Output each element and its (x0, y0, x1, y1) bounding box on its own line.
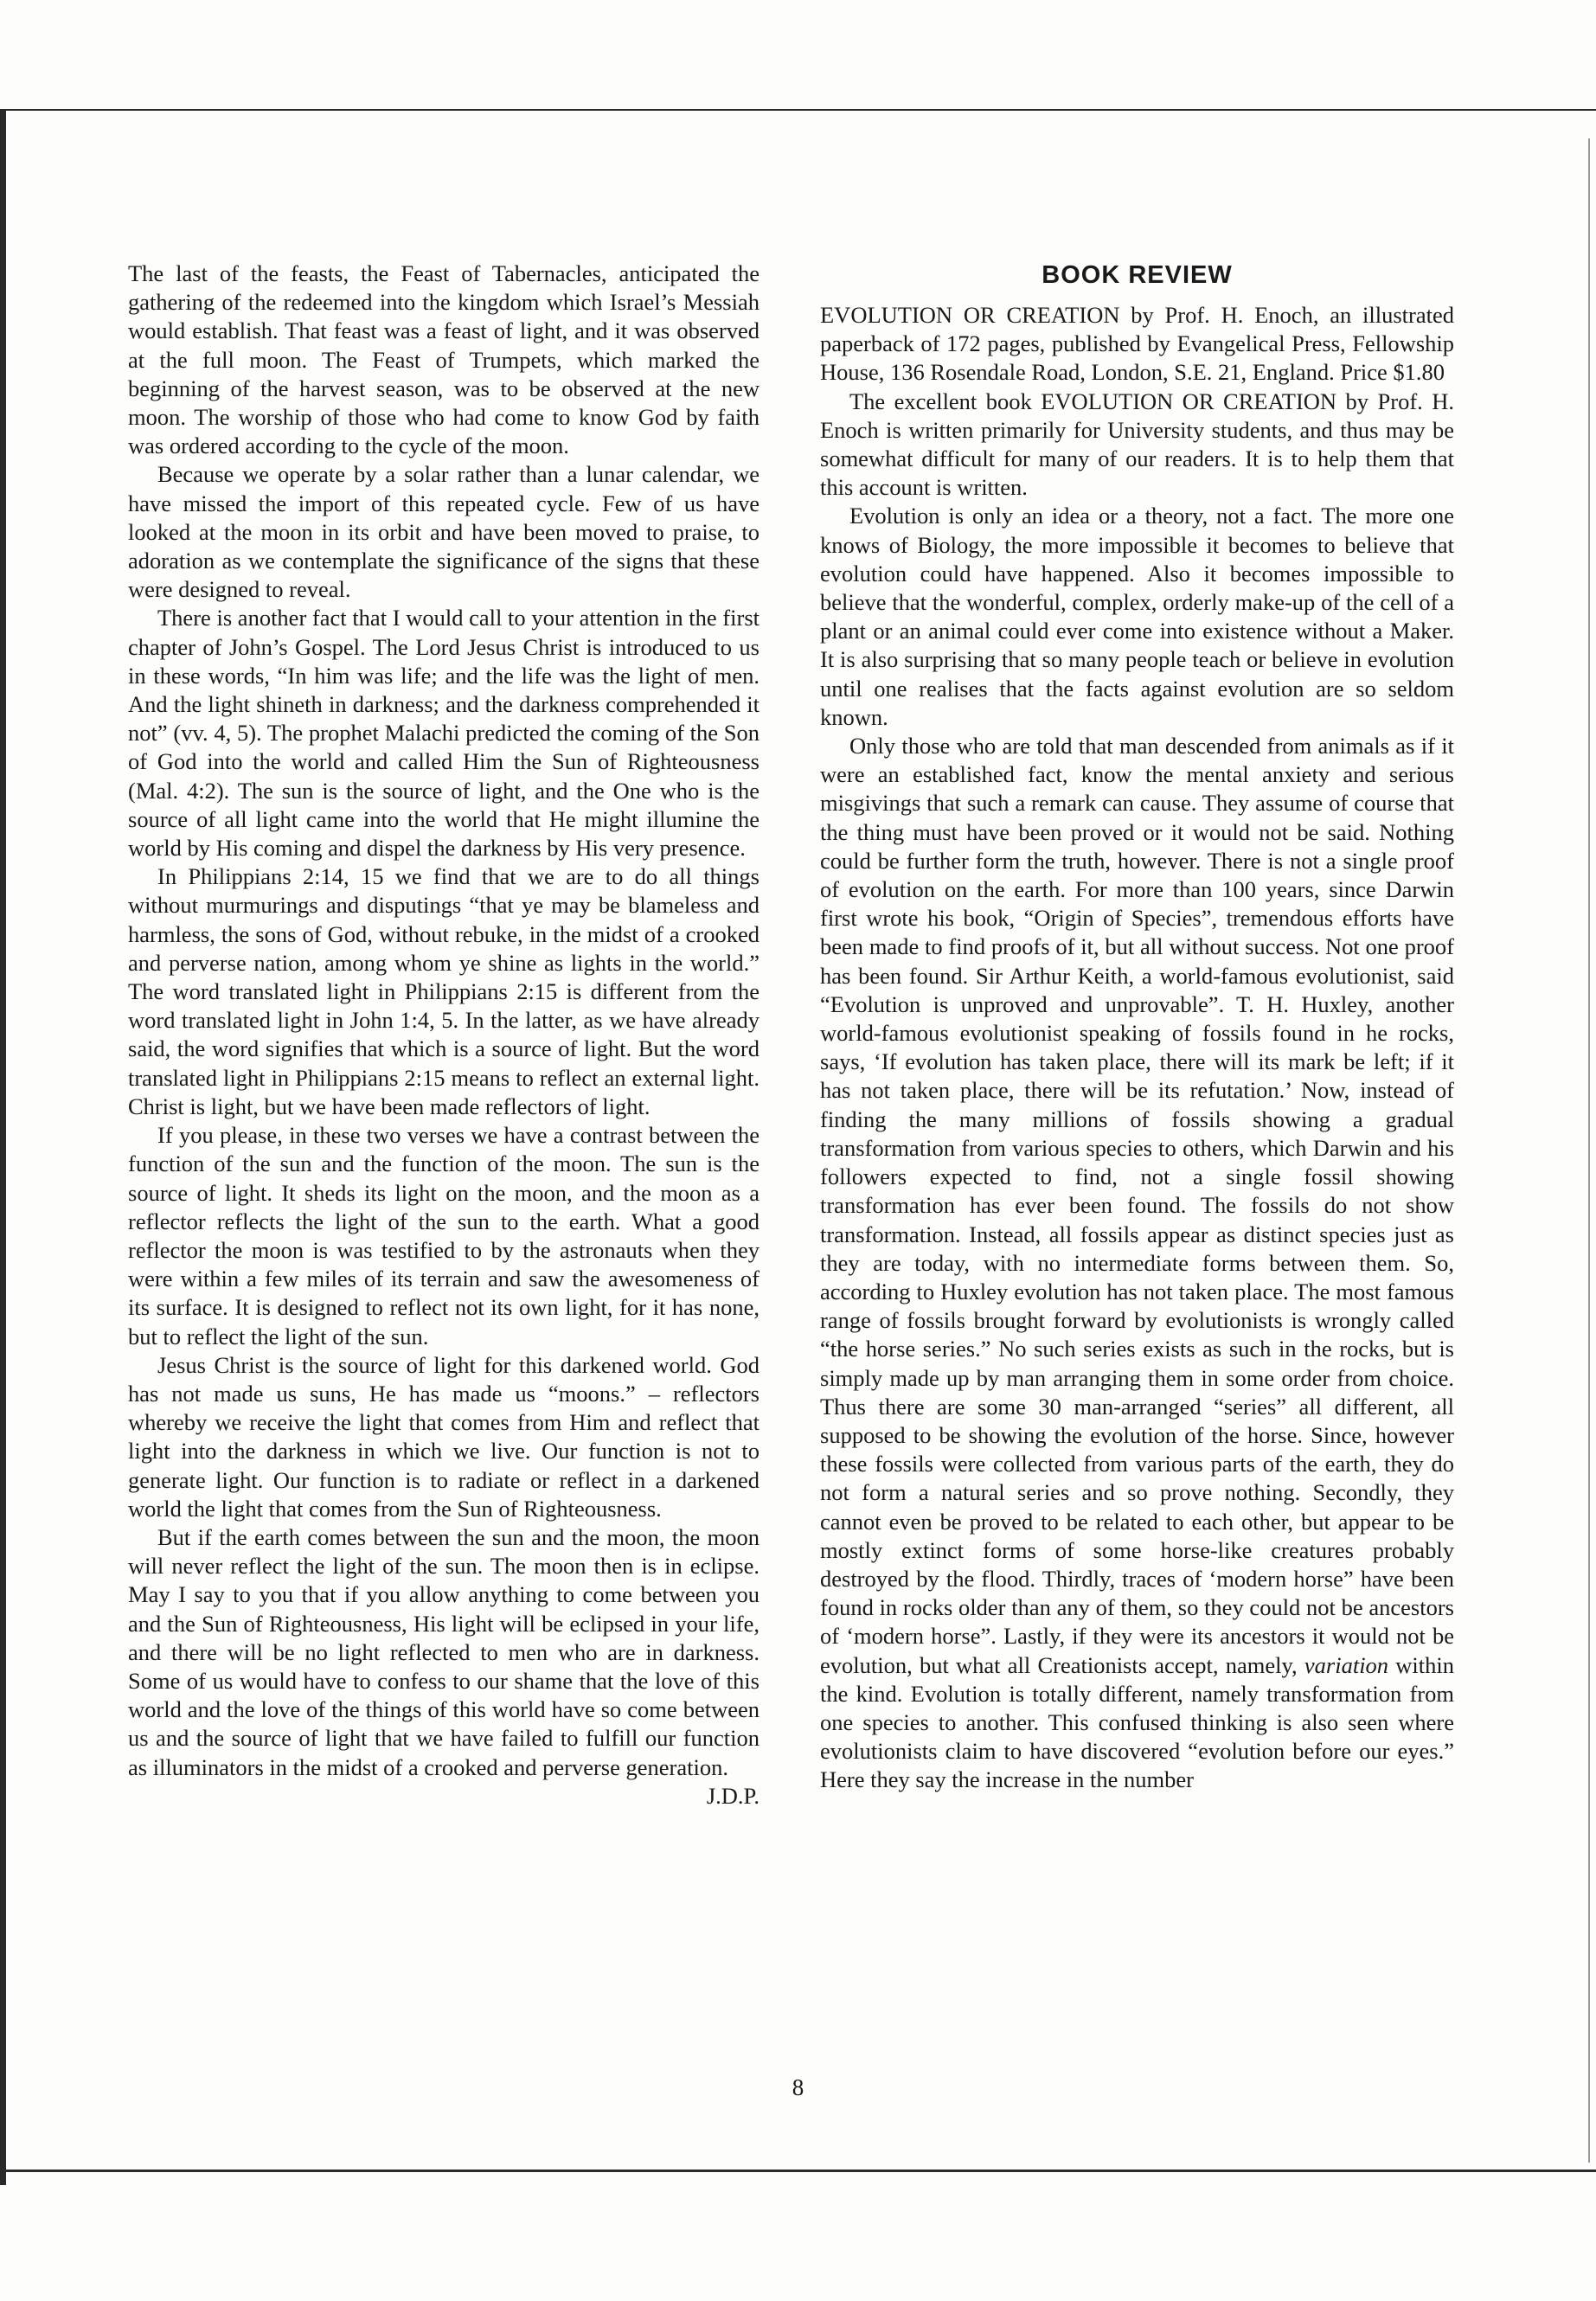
left-paragraph-4: In Philippians 2:14, 15 we find that we are to do all things without murmurings and disputings “that ye may be blameless and harmless, the sons of God, without rebuke, in the midst of a crooked and perverse nation, among whom ye shine as lights in the world.” The word translated light in Philippians 2:15 is different from the word translated light in John 1:4, 5. In the latter, as we have already said, the word signifies that which is a source of light. But the word translated light in Philippians 2:15 means to reflect an external light. Christ is light, but we have been made reflectors of light. (128, 863, 760, 1119)
scan-edge-left (0, 109, 6, 2185)
right-paragraph-2: Evolution is only an idea or a theory, not a fact. The more one knows of Biology, the more impossible it becomes to believe that evolution could have happened. Also it becomes impossible to believe that the wonderful, complex, orderly make-up of the cell of a plant or an animal could ever come into existence without a Maker. It is also surprising that so many people teach or believe in evolution until one realises that the facts against evolution are so seldom known. (820, 503, 1454, 730)
right-paragraph-1: The excellent book EVOLUTION OR CREATION by Prof. H. Enoch is written primarily for University students, and thus may be somewhat difficult for many of our readers. It is to help them that this account is written. (820, 388, 1454, 501)
left-paragraph-1: The last of the feasts, the Feast of Tabernacles, anticipated the gathering of the redeemed into the kingdom which Israel’s Messiah would establish. That feast was a feast of light, and it was observed at the full moon. The Feast of Trumpets, which marked the beginning of the harvest season, was to be observed at the new moon. The worship of those who had come to know God by faith was ordered according to the cycle of the moon. (128, 260, 760, 459)
scan-edge-right (1588, 138, 1590, 2163)
scan-edge-bottom (0, 2170, 1596, 2172)
right-paragraph-3 (820, 732, 1454, 1795)
right-column (820, 260, 1454, 1795)
left-paragraph-3: There is another fact that I would call to your attention in the first chapter of John’s Gospel. The Lord Jesus Christ is introduced to us in these words, “In him was life; and the life was the light of men. And the light shineth in darkness; and the darkness comprehended it not” (vv. 4, 5). The prophet Malachi predicted the coming of the Son of God into the world and called Him the Sun of Righteousness (Mal. 4:2). The sun is the source of light, and the One who is the source of all light came into the world that He might illumine the world by His coming and dispel the darkness by His very presence. (128, 605, 760, 862)
page-number: 8 (792, 2074, 804, 2100)
author-signature: J.D.P. (706, 1782, 760, 1809)
book-review-heading: BOOK REVIEW (1042, 261, 1233, 289)
left-paragraph-6: Jesus Christ is the source of light for this darkened world. God has not made us suns, He has made us “moons.” – reflectors whereby we receive the light that comes from Him and reflect that light into the darkness in which we live. Our function is not to generate light. Our function is to radiate or reflect in a darkened world the light that comes from the Sun of Righteousness. (128, 1351, 760, 1522)
left-paragraph-7 (128, 1523, 760, 1809)
left-paragraph-2: Because we operate by a solar rather than a lunar calendar, we have missed the import of this repeated cycle. Few of us have looked at the moon in its orbit and have been moved to praise, to adoration as we contemplate the significance of the signs that these were designed to reveal. (128, 461, 760, 603)
left-paragraph-5: If you please, in these two verses we have a contrast between the function of the sun and the function of the moon. The sun is the source of light. It sheds its light on the moon, and the moon as a reflector reflects the light of the sun to the earth. What a good reflector the moon is was testified to by the astronauts when they were within a few miles of its terrain and saw the awesomeness of its surface. It is designed to reflect not its own light, for it has none, but to reflect the light of the sun. (128, 1122, 760, 1349)
scan-edge-top (0, 109, 1596, 111)
left-column (128, 260, 760, 1811)
book-info: EVOLUTION OR CREATION by Prof. H. Enoch, an illustrated paperback of 172 pages, published by Evangelical Press, Fellowship House, 136 Rosendale Road, London, S.E. 21, England. Price $1.80 (820, 302, 1454, 386)
right-paragraph-3-tail: within the kind. Evolution is totally different, namely transformation from one species to another. This confused thinking is also seen where evolutionists claim to have discovered “evolution before our eyes.” Here they say the increase in the number (820, 1651, 1455, 1793)
variation-italic: variation (1304, 1651, 1389, 1678)
left-paragraph-7-text: But if the earth comes between the sun and the moon, the moon will never reflect the light of the sun. The moon then is in eclipse. May I say to you that if you allow anything to come between you and the Sun of Righteousness, His light will be eclipsed in your life, and there will be no light reflected to men who are in darkness. Some of us would have to confess to our shame that the love of this world and the love of the things of this world have so come between us and the source of light that we have failed to fulfill our function as illuminators in the midst of a crooked and perverse generation. (128, 1523, 760, 1780)
right-paragraph-3-text: Only those who are told that man descended from animals as if it were an established fact, know the mental anxiety and serious misgivings that such a remark can cause. They assume of course that the thing must have been proved or it would not be said. Nothing could be further form the truth, however. There is not a single proof of evolution on the earth. For more than 100 years, since Darwin first wrote his book, “Origin of Species”, tremendous efforts have been made to find proofs of it, but all without success. Not one proof has been found. Sir Arthur Keith, a world-famous evolutionist, said “Evolution is unproved and unprovable”. T. H. Huxley, another world-famous evolutionist speaking of fossils found in he rocks, says, ‘If evolution has taken place, there will its mark be left; if it has not taken place, there will be its refutation.’ Now, instead of finding the many millions of fossils showing a gradual transformation from various species to others, which Darwin and his followers expected to find, not a single fossil showing transformation has ever been found. The fossils do not show transformation. Instead, all fossils appear as distinct species just as they are today, with no intermediate forms between them. So, according to Huxley evolution has not taken place. The most famous range of fossils brought forward by evolutionists is wrongly called “the horse series.” No such series exists as such in the rocks, but is simply made up by man arranging them in some order from choice. Thus there are some 30 man-arranged “series” all different, all supposed to be showing the evolution of the horse. Since, however these fossils were collected from various parts of the earth, they do not form a natural series and so prove nothing. Secondly, they cannot even be proved to be related to each other, but appear to be mostly extinct forms of some horse-like creatures probably destroyed by the flood. Thirdly, traces of ‘modern horse” have been found in rocks older than any of them, so they could not be ancestors of ‘modern horse”. Lastly, if they were its ancestors it would not be evolution, but what all Creationists accept, namely, (820, 733, 1454, 1678)
